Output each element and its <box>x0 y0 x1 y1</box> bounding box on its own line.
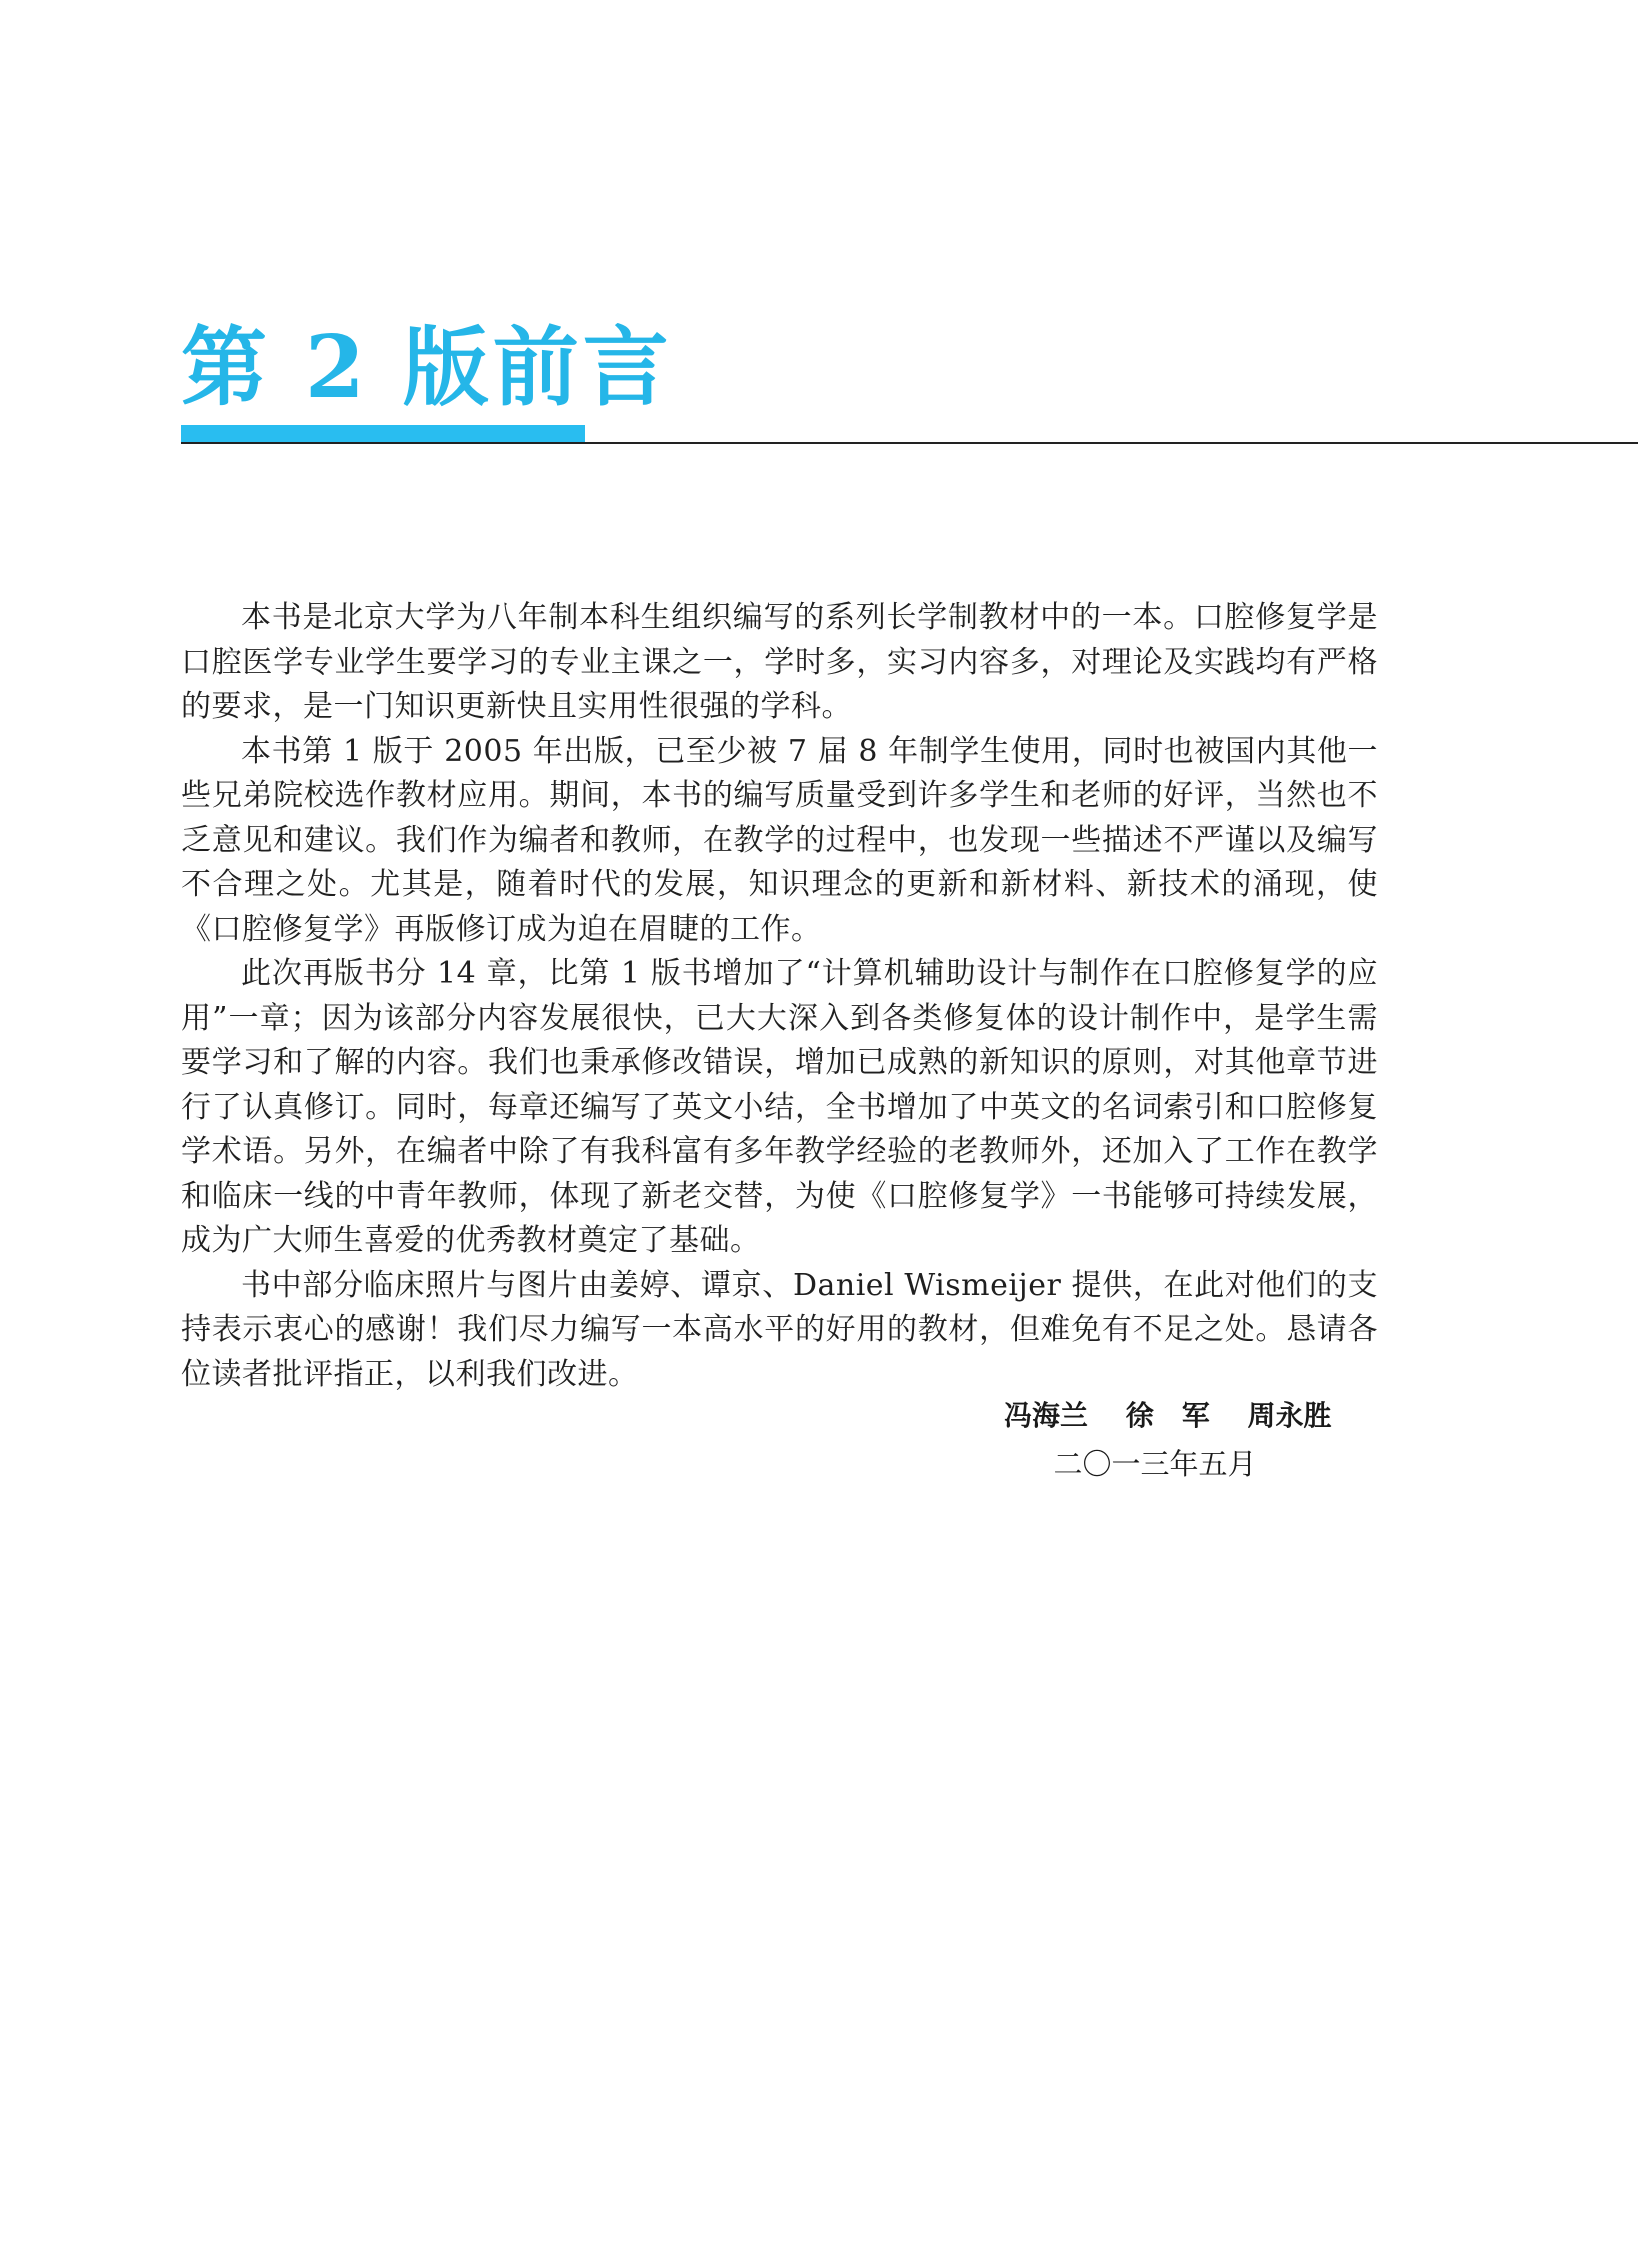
paragraph-4: 书中部分临床照片与图片由姜婷、谭京、Daniel Wismeijer 提供，在此对他们的支持表示衷心的感谢！我们尽力编写一本高水平的好用的教材，但难免有不足之处。恳请各位读者批评指正，以利我们改进。 <box>181 1267 1378 1392</box>
signature-block <box>990 1394 1332 1486</box>
title-divider <box>181 442 1638 444</box>
author-name: 周永胜 <box>1247 1399 1332 1432</box>
author-names <box>990 1394 1332 1438</box>
paragraph-1: 本书是北京大学为八年制本科生组织编写的系列长学制教材中的一本。口腔修复学是口腔医学专业学生要学习的专业主课之一，学时多，实习内容多，对理论及实践均有严格的要求，是一门知识更新快且实用性很强的学科。 <box>181 600 1378 724</box>
page-title: 第 2 版前言 <box>181 317 673 418</box>
author-name: 冯海兰 <box>1004 1399 1089 1432</box>
paragraph-2: 本书第 1 版于 2005 年出版，已至少被 7 届 8 年制学生使用，同时也被国内其他一些兄弟院校选作教材应用。期间，本书的编写质量受到许多学生和老师的好评，当然也不乏意见和建议。我们作为编者和教师，在教学的过程中，也发现一些描述不严谨以及编写不合理之处。尤其是，随着时代的发展，知识理念的更新和新材料、新技术的涌现，使《口腔修复学》再版修订成为迫在眉睫的工作。 <box>181 733 1378 947</box>
author-name: 徐 军 <box>1125 1399 1210 1432</box>
preface-body <box>181 596 1378 1397</box>
signature-date: 二〇一三年五月 <box>1053 1447 1257 1481</box>
title-accent-bar <box>181 425 585 442</box>
paragraph-3: 此次再版书分 14 章，比第 1 版书增加了“计算机辅助设计与制作在口腔修复学的应用”一章；因为该部分内容发展很快，已大大深入到各类修复体的设计制作中，是学生需要学习和了解的内容。我们也秉承修改错误，增加已成熟的新知识的原则，对其他章节进行了认真修订。同时，每章还编写了英文小结，全书增加了中英文的名词索引和口腔修复学术语。另外，在编者中除了有我科富有多年教学经验的老教师外，还加入了工作在教学和临床一线的中青年教师，体现了新老交替，为使《口腔修复学》一书能够可持续发展，成为广大师生喜爱的优秀教材奠定了基础。 <box>181 956 1378 1258</box>
